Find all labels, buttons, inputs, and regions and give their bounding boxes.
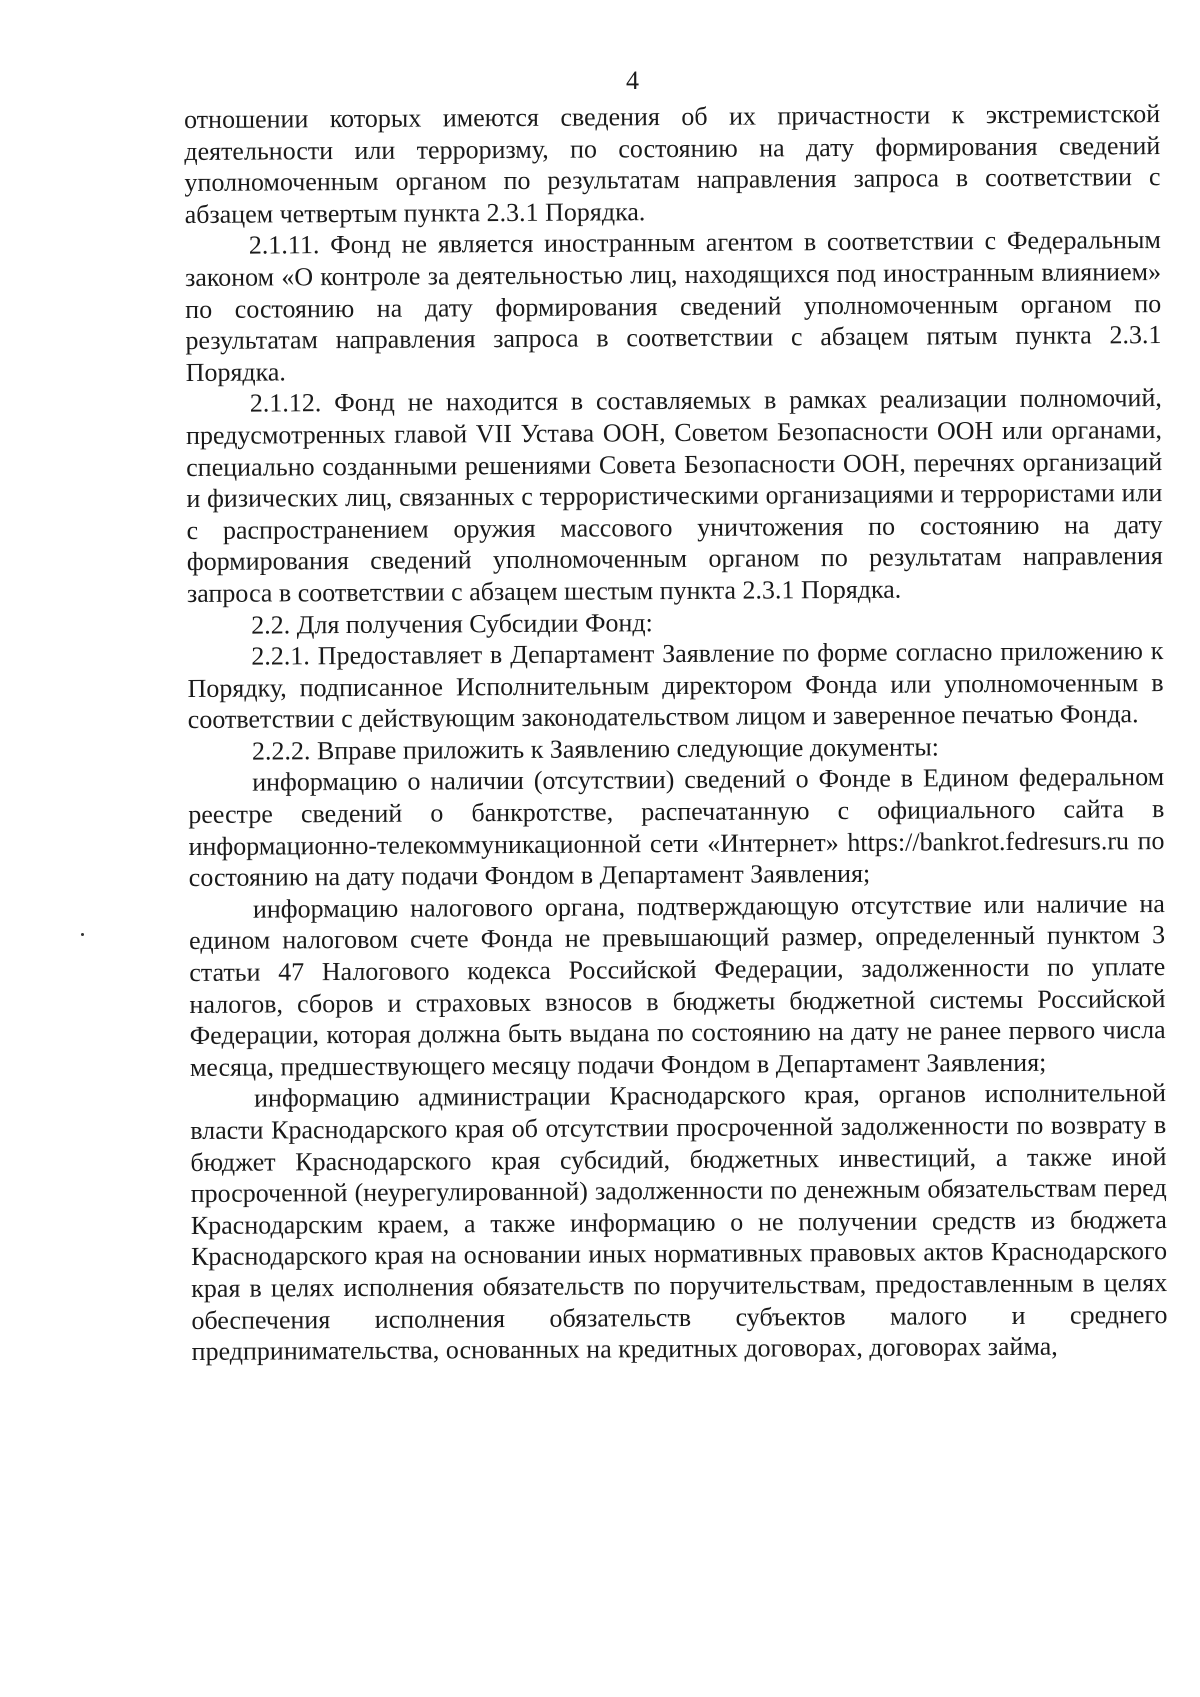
- paragraph-bankruptcy-info: информацию о наличии (отсутствии) сведений о Фонде в Едином федеральном реестре сведений о банкротстве, распечатанную с официального сайта в информационно-телекоммуникационной сети «Интернет» https://bankrot.fedresurs.ru по состоянию на дату подачи Фондом в Департамент Заявления;: [188, 762, 1165, 893]
- paragraph-2-2-2: 2.2.2. Вправе приложить к Заявлению следующие документы:: [251, 732, 940, 766]
- paragraph-2-1-11: 2.1.11. Фонд не является иностранным агентом в соответствии с Федеральным законом «О контроле за деятельностью лиц, находящихся под иностранным влиянием» по состоянию на дату формирования сведений уполномоченным органом по результатам направления запроса в соответствии с абзацем пятым пункта 2.3.1 Порядка.: [184, 225, 1162, 387]
- scan-speck: [81, 933, 84, 936]
- paragraph-tax-info: информацию налогового органа, подтверждающую отсутствие или наличие на едином налоговом счете Фонда не превышающий размер, определенный пунктом 3 статьи 47 Налогового кодекса Российской Федерации, задолженности по уплате налогов, сборов и страховых взносов в бюджеты бюджетной системы Российской Федерации, которая должна быть выдана по состоянию на дату не ранее первого числа месяца, предшествующего месяцу подачи Фондом в Департамент Заявления;: [189, 888, 1166, 1082]
- paragraph-2-1-12: 2.1.12. Фонд не находится в составляемых в рамках реализации полномочий, предусмотренных главой VII Устава ООН, Советом Безопасности ООН или органами, специально созданными решениями Совета Безопасности ООН, перечнях организаций и физических лиц, связанных с террористическими организациями и террористами или с распространением оружия массового уничтожения по состоянию на дату формирования сведений уполномоченным органом по результатам направления запроса в соответствии с абзацем шестым пункта 2.3.1 Порядка.: [185, 383, 1163, 608]
- paragraph-administration-info: информацию администрации Краснодарского края, органов исполнительной власти Краснодарского края об отсутствии просроченной задолженности по возврату в бюджет Краснодарского края субсидий, бюджетных инвестиций, а также иной просроченной (неурегулированной) задолженности по денежным обязательствам перед Краснодарским краем, а также информацию о не получении средств из бюджета Краснодарского края на основании иных нормативных правовых актов Краснодарского края в целях исполнения обязательств по поручительствам, предоставленным в целях обеспечения исполнения обязательств субъектов малого и среднего предпринимательства, основанных на кредитных договорах, договорах займа,: [190, 1078, 1168, 1367]
- paragraph-continuation: отношении которых имеются сведения об их причастности к экстремистской деятельности или терроризму, по состоянию на дату формирования сведений уполномоченным органом по результатам направления запроса в соответствии с абзацем четвертым пункта 2.3.1 Порядка.: [184, 99, 1161, 229]
- paragraph-2-2: 2.2. Для получения Субсидии Фонд:: [251, 607, 653, 640]
- document-body: [184, 98, 1168, 1368]
- paragraph-2-2-1: 2.2.1. Предоставляет в Департамент Заявление по форме согласно приложению к Порядку, подписанное Исполнительным директором Фонда или уполномоченным в соответствии с действующим законодательством лицом и заверенное печатью Фонда.: [187, 636, 1164, 735]
- page-number: 4: [626, 66, 639, 95]
